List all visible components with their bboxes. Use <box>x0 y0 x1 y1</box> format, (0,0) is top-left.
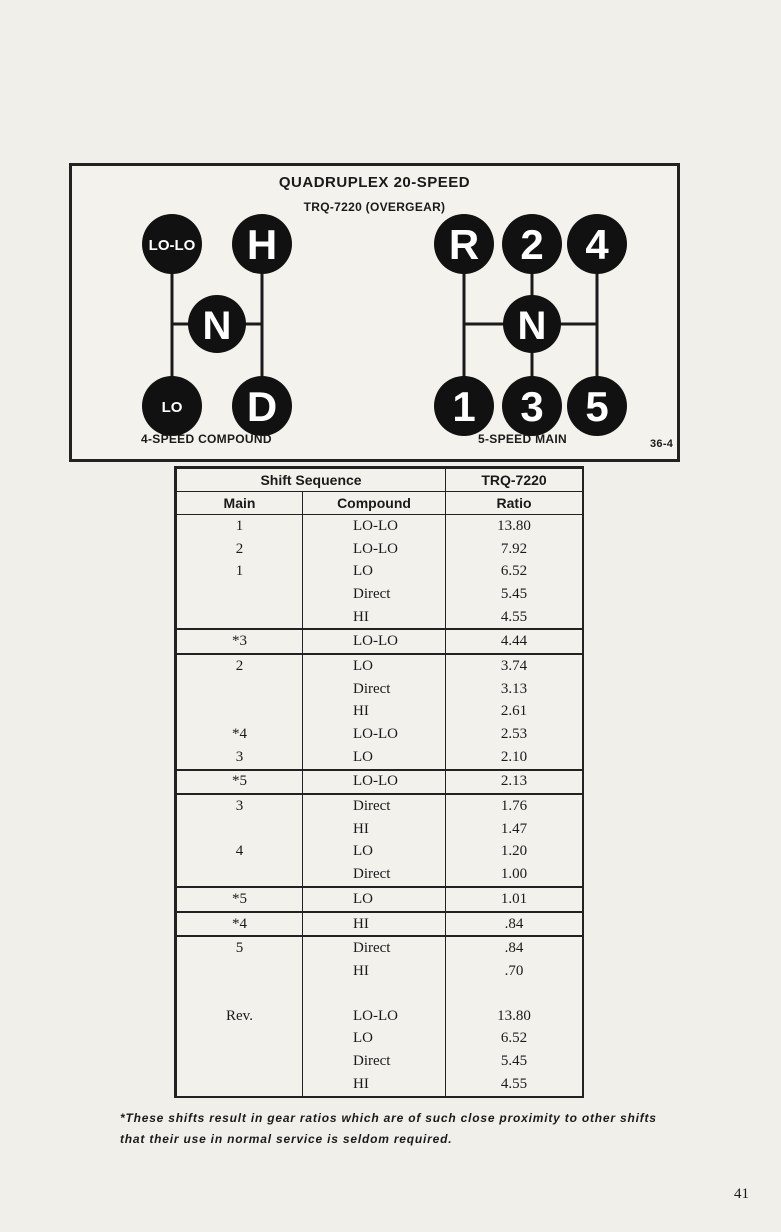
cell-ratio: 1.00 <box>446 863 583 887</box>
table-row <box>177 1027 583 1050</box>
cell-compound: LO-LO <box>303 770 446 795</box>
cell-main <box>177 606 303 630</box>
table-row <box>177 746 583 770</box>
cell-compound: Direct <box>303 936 446 960</box>
cell-main: 2 <box>177 654 303 678</box>
cell-main <box>177 1050 303 1073</box>
table-row <box>177 1005 583 1028</box>
main-caption: 5-SPEED MAIN <box>478 432 567 446</box>
cell-main: 3 <box>177 746 303 770</box>
cell-compound: LO <box>303 560 446 583</box>
cell-ratio: 4.55 <box>446 606 583 630</box>
table-row <box>177 818 583 841</box>
cell-compound: LO-LO <box>303 629 446 654</box>
cell-main: 5 <box>177 936 303 960</box>
cell-main <box>177 1027 303 1050</box>
cell-main: *5 <box>177 770 303 795</box>
label-r: R <box>448 221 480 268</box>
cell-compound: LO <box>303 887 446 912</box>
header-ratio: Ratio <box>446 492 583 515</box>
label-lo: LO <box>161 399 183 416</box>
cell-compound: Direct <box>303 583 446 606</box>
table-row <box>177 770 583 795</box>
cell-ratio: 5.45 <box>446 583 583 606</box>
cell-compound: HI <box>303 960 446 983</box>
cell-ratio: 2.10 <box>446 746 583 770</box>
cell-compound: HI <box>303 606 446 630</box>
table-row <box>177 678 583 701</box>
cell-ratio: 4.55 <box>446 1073 583 1096</box>
label-3: 3 <box>520 383 544 430</box>
label-4: 4 <box>585 221 609 268</box>
cell-compound: HI <box>303 912 446 937</box>
header-shift-sequence: Shift Sequence <box>177 469 446 492</box>
cell-main: *4 <box>177 912 303 937</box>
compound-caption: 4-SPEED COMPOUND <box>141 432 272 446</box>
cell-main <box>177 983 303 1005</box>
header-model: TRQ-7220 <box>446 469 583 492</box>
cell-main: *5 <box>177 887 303 912</box>
cell-ratio: 4.44 <box>446 629 583 654</box>
cell-main <box>177 701 303 724</box>
header-main: Main <box>177 492 303 515</box>
cell-main: 2 <box>177 538 303 561</box>
cell-compound: LO <box>303 1027 446 1050</box>
shift-pattern-graphic <box>72 166 677 459</box>
table-row <box>177 606 583 630</box>
cell-compound: HI <box>303 818 446 841</box>
header-compound: Compound <box>303 492 446 515</box>
cell-main: 1 <box>177 515 303 538</box>
table-row <box>177 863 583 887</box>
cell-ratio: 1.20 <box>446 841 583 864</box>
cell-compound: Direct <box>303 678 446 701</box>
table-row <box>177 560 583 583</box>
table-row <box>177 1050 583 1073</box>
cell-compound: LO-LO <box>303 723 446 746</box>
table-row <box>177 701 583 724</box>
footnote: *These shifts result in gear ratios which are of such close proximity to other shifts that their use in normal service is seldom required. <box>120 1111 657 1146</box>
cell-ratio: 2.13 <box>446 770 583 795</box>
cell-compound: HI <box>303 1073 446 1096</box>
cell-compound: LO-LO <box>303 515 446 538</box>
cell-main <box>177 1073 303 1096</box>
table-row <box>177 841 583 864</box>
cell-compound: HI <box>303 701 446 724</box>
cell-main <box>177 818 303 841</box>
table-body <box>177 515 583 1096</box>
cell-compound: LO <box>303 746 446 770</box>
cell-compound: LO <box>303 654 446 678</box>
cell-compound: LO-LO <box>303 1005 446 1028</box>
cell-main <box>177 863 303 887</box>
cell-ratio: 13.80 <box>446 515 583 538</box>
label-lolo: LO-LO <box>148 237 196 254</box>
table-row <box>177 583 583 606</box>
cell-ratio: .70 <box>446 960 583 983</box>
cell-ratio: 13.80 <box>446 1005 583 1028</box>
cell-ratio <box>446 983 583 1005</box>
cell-compound: Direct <box>303 794 446 818</box>
cell-compound: LO <box>303 841 446 864</box>
cell-main <box>177 583 303 606</box>
table-row <box>177 723 583 746</box>
cell-main: 3 <box>177 794 303 818</box>
table-row <box>177 1073 583 1096</box>
table-row <box>177 887 583 912</box>
cell-main: *4 <box>177 723 303 746</box>
cell-ratio: 7.92 <box>446 538 583 561</box>
table-row <box>177 515 583 538</box>
cell-ratio: 3.74 <box>446 654 583 678</box>
cell-compound: LO-LO <box>303 538 446 561</box>
cell-ratio: 1.76 <box>446 794 583 818</box>
diagram-title: QUADRUPLEX 20-SPEED <box>278 174 471 191</box>
shift-sequence-table <box>174 466 584 1098</box>
diagram-subtitle: TRQ-7220 (OVERGEAR) <box>303 200 446 214</box>
label-n-main: N <box>517 304 547 348</box>
cell-main <box>177 960 303 983</box>
cell-compound: Direct <box>303 863 446 887</box>
page-number: 41 <box>734 1186 749 1202</box>
cell-compound <box>303 983 446 1005</box>
table-row <box>177 794 583 818</box>
label-5: 5 <box>585 383 609 430</box>
cell-ratio: 2.61 <box>446 701 583 724</box>
label-d: D <box>246 383 278 430</box>
shift-pattern-diagram <box>69 163 680 462</box>
table-row <box>177 912 583 937</box>
cell-ratio: 6.52 <box>446 1027 583 1050</box>
table-row <box>177 654 583 678</box>
cell-main: *3 <box>177 629 303 654</box>
label-n-compound: N <box>202 304 232 348</box>
cell-main: 1 <box>177 560 303 583</box>
table-row <box>177 960 583 983</box>
cell-ratio: .84 <box>446 912 583 937</box>
figure-number: 36-4 <box>650 438 674 450</box>
cell-main: Rev. <box>177 1005 303 1028</box>
cell-main <box>177 678 303 701</box>
cell-ratio: 5.45 <box>446 1050 583 1073</box>
table-row <box>177 936 583 960</box>
label-h: H <box>246 221 278 268</box>
cell-main: 4 <box>177 841 303 864</box>
table-row <box>177 538 583 561</box>
table-row <box>177 629 583 654</box>
cell-ratio: .84 <box>446 936 583 960</box>
label-2: 2 <box>520 221 544 268</box>
cell-ratio: 3.13 <box>446 678 583 701</box>
cell-compound: Direct <box>303 1050 446 1073</box>
cell-ratio: 6.52 <box>446 560 583 583</box>
table-row <box>177 983 583 1005</box>
cell-ratio: 2.53 <box>446 723 583 746</box>
cell-ratio: 1.47 <box>446 818 583 841</box>
label-1: 1 <box>452 383 476 430</box>
cell-ratio: 1.01 <box>446 887 583 912</box>
